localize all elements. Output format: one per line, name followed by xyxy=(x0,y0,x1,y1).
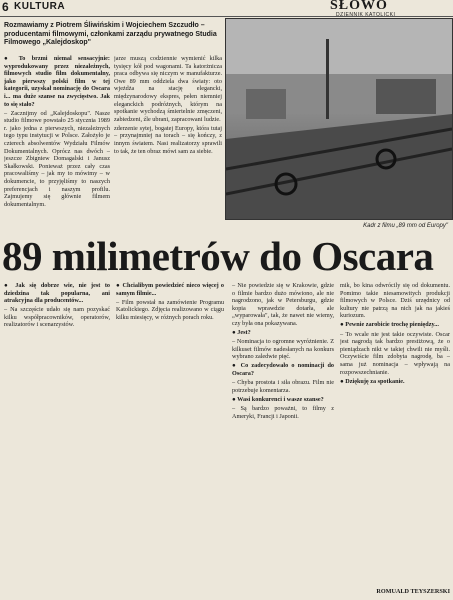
photo-caption: Kadr z filmu „89 mm od Europy" xyxy=(363,223,448,229)
page-number: 6 xyxy=(2,0,9,14)
article-column-3 xyxy=(232,282,334,600)
film-still-photo xyxy=(225,18,453,220)
interview-question: ● Wasi konkurenci i wasze szanse? xyxy=(232,395,324,403)
article-column-1 xyxy=(4,55,110,232)
article-column-2 xyxy=(114,55,222,232)
interview-question: ● Jak się dobrze wie, nie jest to dziedzina tak popularna, ani atrakcyjna dla producentów... xyxy=(4,282,110,305)
article-intro: Rozmawiamy z Piotrem Śliwińskim i Wojciechem Szczudło – producentami filmowymi, członkami zarządu prywatnego Studia Filmowego „Kalejdoskop" xyxy=(4,22,217,46)
railway-yard-image xyxy=(226,19,452,219)
interview-question: ● Jest? xyxy=(232,329,251,337)
author-signature: ROMUALD TEYSZERSKI xyxy=(376,588,450,595)
paragraph: – To wcale nie jest takie oczywiste. Oscar jest nagrodą tak bardzo prestiżową, że o pieniądzach nikt w takiej chwili nie myśli. Oczywiście film zdobyta nagrodę, ba – sama już nominacja – wpływają na rozpowszechnianie. xyxy=(340,330,450,376)
paragraph: mik, bo kina odwrócily się od dokumentu. Pomimo takie niesamowitych produkcji filmowych w Polsce. Dziś urzędnicy od kultury nie patrzą na nich jak na jakieś kuriozum. xyxy=(340,282,450,320)
masthead-subtitle: DZIENNIK KATOLICKI xyxy=(336,12,396,18)
article-column-2b xyxy=(116,282,224,600)
interview-question: ● Pewnie zarobicie trochę pieniędzy... xyxy=(340,321,439,329)
paragraph: – Nominacja to ogromne wyróżnienie. Z kilkuset filmów nadesłanych na konkurs wybrano zaledwie pięć. xyxy=(232,338,334,361)
paragraph: – Nie powiedzie się w Krakowie, gdzie o filmie bardzo dużo mówiono, ale nie nagrodzono, jak w Petersburgu, gdzie kopia wprawdzie dotarła, ale „wyparowała", tak, że nawet nie wiemy, czy była ona pokazywana. xyxy=(232,282,334,327)
paragraph: – Zacznijmy od „Kalejdoskopu". Nasze studio filmowe powstało 25 stycznia 1989 r. jako jedna z pierwszych, niezależnych tego typu instytucji w Polsce. Założyło je czterech absolwentów Wydziału Filmów Dokumentalnych. Oprócz nas dwóch – jeszcze Zbigniew Domagalski i Janusz Skałkowski. Ponieważ przez cały czas pracowaliśmy – jak my to mówimy – w dokumencie, to przyjęliśmy to naszych preferencjach i naszym profilu. Zajmujemy się głównie filmem dokumentalnym. xyxy=(4,109,110,208)
paragraph: jarze muszą codziennie wymienić kilka tysięcy kół pod wagonami. Ta katorżnicza praca odbywa się niczym w manufakturze. Owe 89 mm oddziela dwa światy: oto wjeżdża na stację elegancki, międzynarodowy ekspres, pełen niemniej eleganckich podróżnych, którym na spotkanie wychodzą śmiertelnie zmęczeni, zabiedzeni, źle ubrani, zapracowani ludzie. xyxy=(114,55,222,123)
article-column-4 xyxy=(340,282,450,582)
interview-question: ● Co zadecydowało o nominacji do Oscara? xyxy=(232,362,334,378)
masthead: SŁOWO xyxy=(330,0,388,13)
article-column-1b xyxy=(4,282,110,600)
interview-question: ● Chcialibym powiedzieć nieco więcej o samym filmie... xyxy=(116,282,224,297)
interview-question: ● To brzmi niemal sensacyjnie: wyprodukowany przez niezależnych, filmowych studio film dokumentalny, jako pierwszy polski film w tej kategorii, uzyskał nominację do Oscara i... ma duże szanse na zwycięstwo. Jak to się stało? xyxy=(4,55,110,108)
paragraph: zderzenie sytej, bogatej Europy, która tutaj – przynajmniej na torach – się kończy, z innym światem. Nasi realizatorzy sprawili to tak, że ten obraz mówi sam za siebie. xyxy=(114,124,222,155)
interview-question: ● Dziękuję za spotkanie. xyxy=(340,377,405,385)
paragraph: – Film powstał na zamówienie Programu Katolickiego. Zdjęcia realizowano w ciągu kilku miesięcy, w różnych porach roku. xyxy=(116,298,224,321)
paragraph: – Na szczęście udało się nam pozyskać kilku współpracowników, operatorów, realizatorów i scenarzystów. xyxy=(4,306,110,329)
article-headline: 89 milimetrów do Oscara xyxy=(2,233,434,279)
paragraph: – Są bardzo poważni, to filmy z Ameryki, Francji i Japonii. xyxy=(232,404,334,420)
paragraph: – Chyba prostota i siła obrazu. Film nie potrzebuje komentarza. xyxy=(232,379,334,394)
section-title: KULTURA xyxy=(14,1,66,12)
page-header xyxy=(0,0,453,17)
